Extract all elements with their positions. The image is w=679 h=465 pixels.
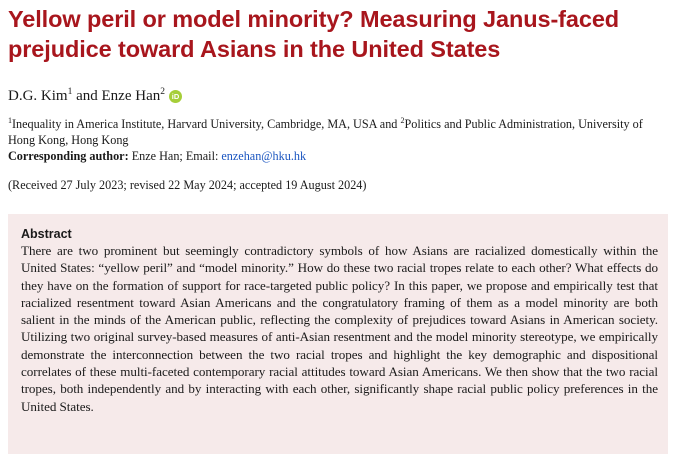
abstract-heading: Abstract — [21, 227, 72, 241]
affiliation-marker: 2 — [160, 87, 165, 97]
abstract-text: There are two prominent but seemingly contradictory symbols of how Asians are racialized domestically within the United States: “yellow peril” and “model minority.” How do these two racial tropes relate to each other? What effects do they have on the formation of support for race-targeted public policy? In this paper, we propose and empirically test that racialized resentment toward Asian Americans and the congratulatory framing of them as a model minority are both salient in the minds of the American public, reflecting the complexity of prejudices toward Asians in American society. Utilizing two original survey-based measures of anti-Asian resentment and the model minority stereotype, we empirically demonstrate the interconnection between the two racial tropes and highlight the key demographic and dispositional correlates of these multi-faceted contemporary racial attitudes toward Asian Americans. We then show that the two racial tropes, both independently and by interacting with each other, significantly shape racial public policy preferences in the United States. — [21, 243, 658, 414]
article-title: Yellow peril or model minority? Measuring Janus-faced prejudice toward Asians in the United States — [8, 6, 620, 62]
affiliation-marker: 1 — [67, 87, 73, 97]
received-dates: (Received 27 July 2023; revised 22 May 2024; accepted 19 August 2024) — [8, 178, 367, 192]
abstract-box — [8, 214, 668, 454]
orcid-icon[interactable]: iD — [169, 90, 182, 103]
corresponding-label: Corresponding author: — [8, 149, 129, 163]
author-conjunction: and — [72, 88, 102, 104]
author-name[interactable]: Enze Han — [101, 88, 161, 104]
author-line — [8, 83, 182, 105]
email-link[interactable]: enzehan@hku.hk — [221, 149, 307, 163]
affiliations — [8, 113, 672, 148]
corresponding-text: Enze Han; Email: — [128, 149, 222, 163]
affiliation-text: Politics and Public Administration, University of Hong Kong, Hong Kong — [8, 117, 643, 147]
author-name[interactable]: D.G. Kim — [8, 88, 68, 104]
corresponding-author — [8, 148, 306, 164]
affiliation-marker: 1 — [8, 116, 12, 125]
affiliation-text: Inequality in America Institute, Harvard University, Cambridge, MA, USA and — [12, 117, 401, 131]
affiliation-marker: 2 — [400, 116, 405, 125]
